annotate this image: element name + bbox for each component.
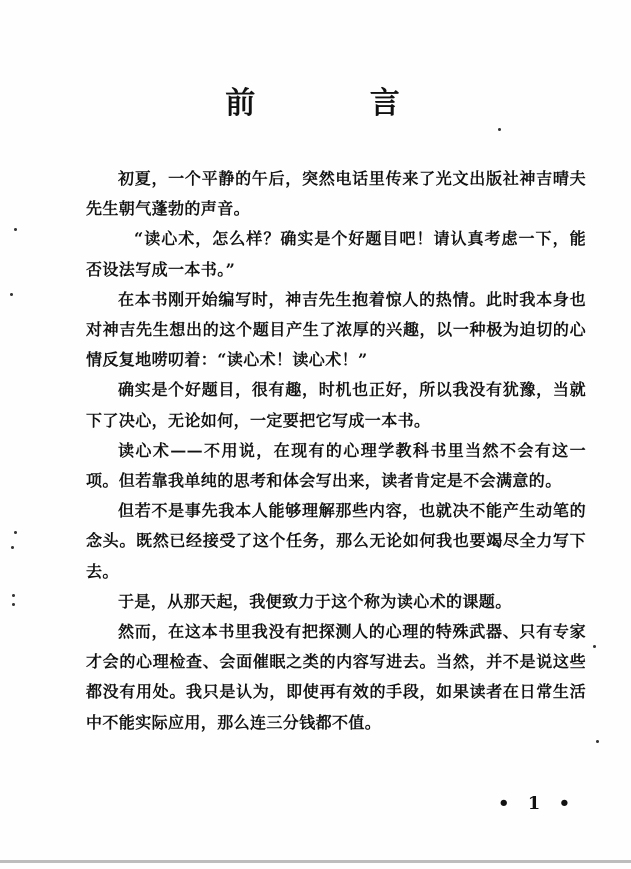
page-title: 前 言 (225, 86, 452, 121)
scan-speck (10, 293, 13, 296)
scan-edge (0, 860, 631, 863)
paragraph-7: 于是，从那天起，我便致力于这个称为读心术的课题。 (118, 591, 512, 611)
scan-speck (11, 546, 14, 549)
paragraph-6: 但若不是事先我本人能够理解那些内容，也就决不能产生动笔的念头。既然已经接受了这个任务，那么无论如何我也要竭尽全力写下去。 (86, 501, 586, 581)
paragraph-5: 读心术——不用说，在现有的心理学教科书里当然不会有这一项。但若靠我单纯的思考和体会写出来，读者肯定是不会满意的。 (86, 440, 586, 491)
paragraph-3: 在本书刚开始编写时，神吉先生抱着惊人的热情。此时我本身也对神吉先生想出的这个题目产生了浓厚的兴趣，以一种极为迫切的心情反复地唠叨着：“读心术！读心术！” (86, 289, 586, 370)
scan-speck (12, 603, 15, 606)
scan-speck (596, 740, 599, 743)
preface-body (86, 164, 586, 738)
scan-speck (12, 594, 15, 597)
paragraph-8: 然而，在这本书里我没有把探测人的心理的特殊武器、只有专家才会的心理检查、会面催眠之类的内容写进去。当然，并不是说这些都没有用处。我只是认为，即使再有效的手段，如果读者在日常生活中不能实际应用，那么连三分钱都不值。 (86, 622, 586, 732)
scan-speck (14, 228, 17, 231)
page-number: • 1 • (498, 793, 577, 814)
scan-speck (14, 531, 17, 534)
scan-speck (593, 645, 596, 648)
paragraph-2: “读心术，怎么样？确实是个好题目吧！请认真考虑一下，能否设法写成一本书。” (86, 229, 586, 279)
scan-speck (498, 128, 501, 131)
paragraph-4: 确实是个好题目，很有趣，时机也正好，所以我没有犹豫，当就下了决心，无论如何，一定要把它写成一本书。 (86, 380, 586, 430)
paragraph-1: 初夏，一个平静的午后，突然电话里传来了光文出版社神吉晴夫先生朝气蓬勃的声音。 (86, 169, 586, 219)
